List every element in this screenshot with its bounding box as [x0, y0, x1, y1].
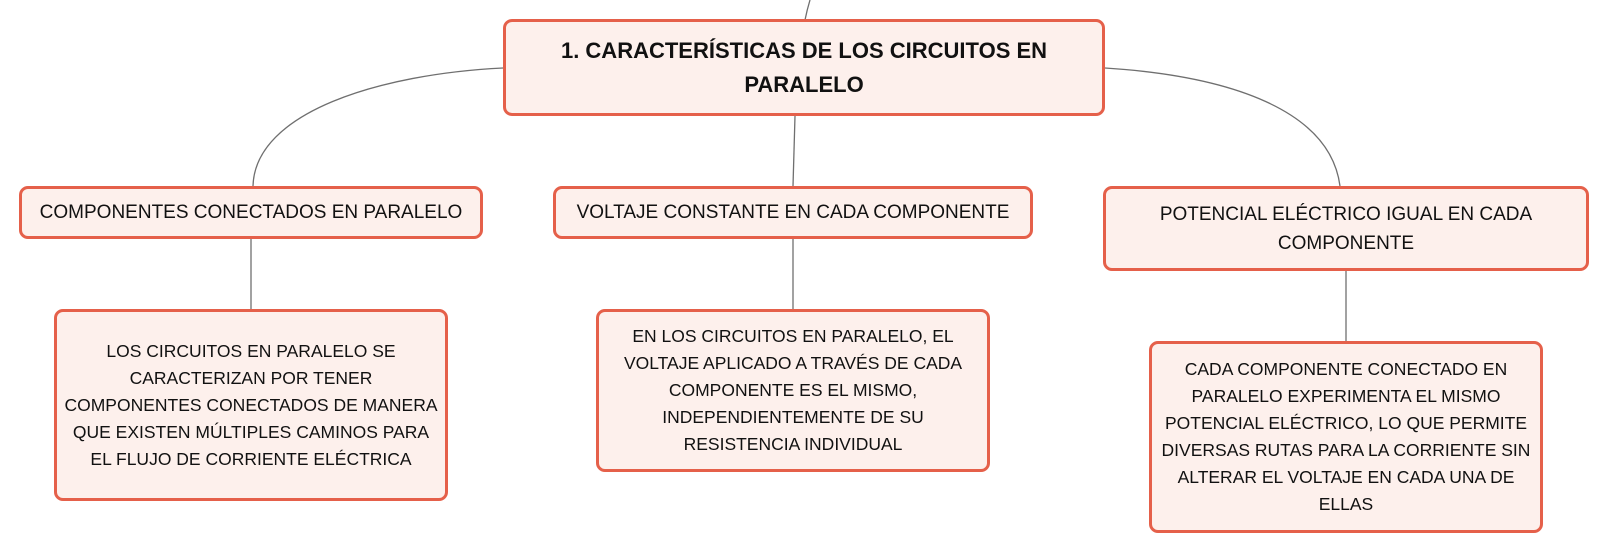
topic-node-components-connected[interactable] [19, 186, 483, 239]
detail-node-constant-voltage[interactable] [596, 309, 990, 472]
root-node-title: 1. CARACTERÍSTICAS DE LOS CIRCUITOS EN PARALELO [560, 37, 1048, 97]
detail-node-text: LOS CIRCUITOS EN PARALELO SE CARACTERIZAN POR TENER COMPONENTES CONECTADOS DE MANERA QUE EXISTEN MÚLTIPLES CAMINOS PARA EL FLUJO DE CORRIENTE ELÉCTRICA [64, 340, 438, 469]
topic-node-label: VOLTAJE CONSTANTE EN CADA COMPONENTE [576, 202, 1010, 223]
detail-node-equal-potential[interactable] [1149, 341, 1543, 533]
connector-parent-to-root [805, 0, 810, 20]
connector-root-to-topic-2 [793, 116, 795, 186]
topic-node-constant-voltage[interactable] [553, 186, 1033, 239]
detail-node-text: CADA COMPONENTE CONECTADO EN PARALELO EXPERIMENTA EL MISMO POTENCIAL ELÉCTRICO, LO QUE PERMITE DIVERSAS RUTAS PARA LA CORRIENTE SIN ALTERAR EL VOLTAJE EN CADA UNA DE ELLAS [1161, 359, 1531, 514]
root-node[interactable] [503, 19, 1105, 116]
topic-node-label: POTENCIAL ELÉCTRICO IGUAL EN CADA COMPONENTE [1159, 203, 1533, 254]
connector-root-to-topic-3 [1105, 68, 1340, 186]
topic-node-equal-potential[interactable] [1103, 186, 1589, 271]
connector-root-to-topic-1 [253, 68, 503, 186]
detail-node-text: EN LOS CIRCUITOS EN PARALELO, EL VOLTAJE APLICADO A TRAVÉS DE CADA COMPONENTE ES EL MISMO, INDEPENDIENTEMENTE DE SU RESISTENCIA INDIVIDUAL [623, 326, 963, 454]
detail-node-components-connected[interactable] [54, 309, 448, 501]
topic-node-label: COMPONENTES CONECTADOS EN PARALELO [39, 202, 463, 223]
